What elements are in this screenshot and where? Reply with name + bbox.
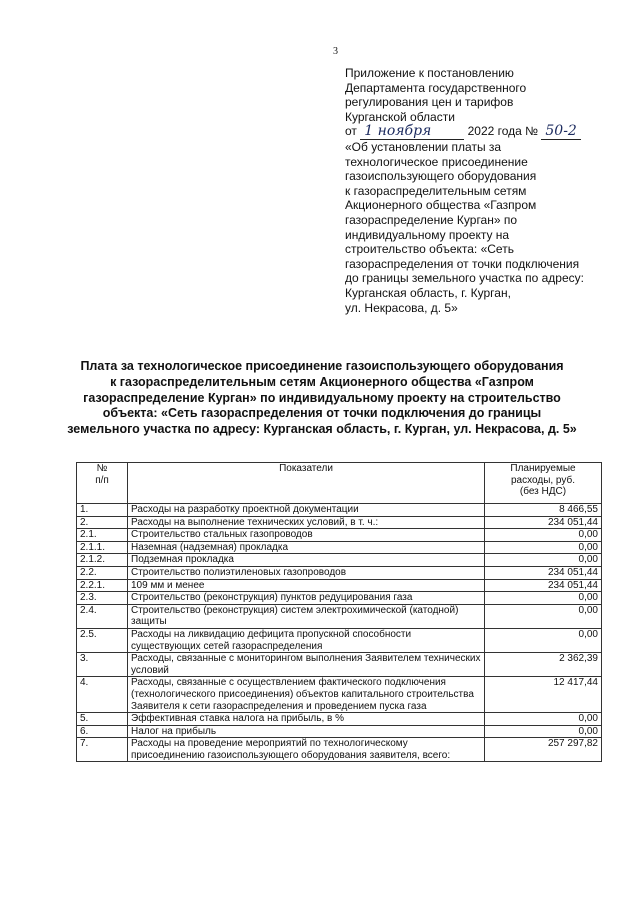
row-value: 0,00 xyxy=(485,529,602,542)
subject-line: Акционерного общества «Газпром xyxy=(345,198,537,213)
row-indicator: Строительство стальных газопроводов xyxy=(128,529,485,542)
handwritten-date: 1 ноября xyxy=(360,124,464,140)
row-value: 2 362,39 xyxy=(485,653,602,677)
table-row xyxy=(77,579,602,592)
table-row xyxy=(77,504,602,517)
row-value: 0,00 xyxy=(485,554,602,567)
row-number: 2.3. xyxy=(77,592,128,605)
row-indicator: Расходы, связанные с мониторингом выполнения Заявителем технических условий xyxy=(128,653,485,677)
appendix-line: Курганской области xyxy=(345,109,455,124)
appendix-line: Департамента государственного xyxy=(345,80,527,95)
subject-line: к газораспределительным сетям xyxy=(345,183,527,198)
row-number: 4. xyxy=(77,677,128,713)
table-row xyxy=(77,566,602,579)
subject-line: газораспределения от точки подключения xyxy=(345,256,580,271)
table-row xyxy=(77,653,602,677)
row-indicator: Строительство (реконструкция) систем электрохимической (катодной) защиты xyxy=(128,604,485,628)
row-indicator: Расходы, связанные с осуществлением фактического подключения (технологического присоединения) объектов капитального строительства Заявителя к сети газораспределения и проведением пуска газа xyxy=(128,677,485,713)
row-value: 0,00 xyxy=(485,725,602,738)
decree-subject xyxy=(345,140,615,315)
subject-line: индивидуальному проекту на xyxy=(345,227,510,242)
year-text: 2022 года № xyxy=(467,124,539,139)
row-value: 0,00 xyxy=(485,604,602,628)
row-value: 0,00 xyxy=(485,713,602,726)
row-value: 0,00 xyxy=(485,592,602,605)
row-number: 2.5. xyxy=(77,628,128,652)
decree-date-line xyxy=(345,124,615,140)
title-line: Плата за технологическое присоединение газоиспользующего оборудования xyxy=(80,359,564,373)
row-indicator: Наземная (надземная) прокладка xyxy=(128,541,485,554)
row-number: 1. xyxy=(77,504,128,517)
row-indicator: Строительство (реконструкция) пунктов редуцирования газа xyxy=(128,592,485,605)
row-indicator: Расходы на ликвидацию дефицита пропускной способности существующих сетей газораспределения xyxy=(128,628,485,652)
row-value: 0,00 xyxy=(485,541,602,554)
table-row xyxy=(77,554,602,567)
title-line: земельного участка по адресу: Курганская область, г. Курган, ул. Некрасова, д. 5» xyxy=(67,422,577,437)
table-row xyxy=(77,592,602,605)
row-indicator: Подземная прокладка xyxy=(128,554,485,567)
subject-line: ул. Некрасова, д. 5» xyxy=(345,300,458,315)
appendix-line: Приложение к постановлению xyxy=(345,66,514,80)
row-number: 2.4. xyxy=(77,604,128,628)
subject-line: технологическое присоединение xyxy=(345,154,528,169)
page-number: 3 xyxy=(333,46,338,57)
table-body xyxy=(77,504,602,762)
row-value: 12 417,44 xyxy=(485,677,602,713)
row-indicator: Налог на прибыль xyxy=(128,725,485,738)
header-number: № п/п xyxy=(77,463,128,504)
row-value: 234 051,44 xyxy=(485,579,602,592)
title-line: к газораспределительным сетям Акционерного общества «Газпром xyxy=(110,374,534,389)
header-indicators: Показатели xyxy=(128,463,485,504)
table-row xyxy=(77,725,602,738)
row-indicator: Эффективная ставка налога на прибыль, в % xyxy=(128,713,485,726)
document-title xyxy=(62,359,582,438)
appendix-line: регулирования цен и тарифов xyxy=(345,95,514,110)
subject-line: газоиспользующего оборудования xyxy=(345,169,537,184)
subject-line: до границы земельного участка по адресу: xyxy=(345,271,584,286)
table-row xyxy=(77,516,602,529)
subject-line: Курганская область, г. Курган, xyxy=(345,285,511,300)
row-indicator: Строительство полиэтиленовых газопроводов xyxy=(128,566,485,579)
subject-line: «Об установлении платы за xyxy=(345,139,502,154)
subject-line: строительство объекта: «Сеть xyxy=(345,242,514,257)
row-number: 5. xyxy=(77,713,128,726)
row-number: 2.2.1. xyxy=(77,579,128,592)
row-value: 234 051,44 xyxy=(485,516,602,529)
header-planned-costs: Планируемые расходы, руб. (без НДС) xyxy=(485,463,602,504)
from-prefix: от xyxy=(345,124,357,139)
appendix-block xyxy=(345,66,615,315)
table-row xyxy=(77,529,602,542)
row-number: 2.1. xyxy=(77,529,128,542)
subject-line: газораспределение Курган» по xyxy=(345,212,518,227)
row-number: 2.2. xyxy=(77,566,128,579)
row-number: 2. xyxy=(77,516,128,529)
table-row xyxy=(77,541,602,554)
title-line: объекта: «Сеть газораспределения от точки подключения до границы xyxy=(102,406,542,421)
table-row xyxy=(77,604,602,628)
row-indicator: Расходы на выполнение технических условий, в т. ч.: xyxy=(128,516,485,529)
row-number: 7. xyxy=(77,738,128,762)
row-value: 8 466,55 xyxy=(485,504,602,517)
row-indicator: Расходы на проведение мероприятий по технологическому присоединению газоиспользующего оборудования заявителя, всего: xyxy=(128,738,485,762)
row-value: 0,00 xyxy=(485,628,602,652)
table-row xyxy=(77,677,602,713)
title-line: газораспределение Курган» по индивидуальному проекту на строительство xyxy=(83,390,561,405)
row-value: 257 297,82 xyxy=(485,738,602,762)
row-indicator: 109 мм и менее xyxy=(128,579,485,592)
row-number: 2.1.1. xyxy=(77,541,128,554)
row-number: 3. xyxy=(77,653,128,677)
handwritten-number: 50-2 xyxy=(541,124,580,140)
table-row xyxy=(77,738,602,762)
row-number: 6. xyxy=(77,725,128,738)
row-indicator: Расходы на разработку проектной документации xyxy=(128,504,485,517)
row-value: 234 051,44 xyxy=(485,566,602,579)
table-row xyxy=(77,713,602,726)
table-row xyxy=(77,628,602,652)
row-number: 2.1.2. xyxy=(77,554,128,567)
table-header-row xyxy=(77,463,602,504)
cost-table xyxy=(76,462,602,762)
